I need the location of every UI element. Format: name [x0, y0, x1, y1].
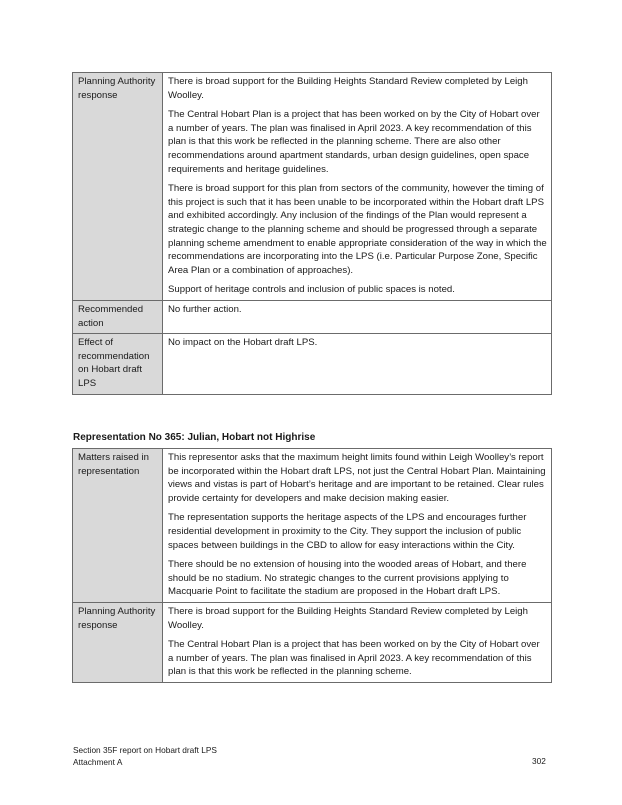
- paragraph: There is broad support for this plan from sectors of the community, however the timing of this project is such that it has been unable to be incorporated within the Hobart draft LPS and exhibited accordingly. Any inclusion of the findings of the Plan would represent a strategic change to the planning scheme and should be progressed through a separate planning scheme amendment to enable appropriate consideration of the way in which the recommendations are incorporating into the LPS (i.e. Particular Purpose Zone, Specific Area Plan or a combination of approaches).: [168, 183, 547, 276]
- row-label: Effect of recommendation on Hobart draft LPS: [73, 334, 163, 395]
- table-row: [73, 300, 552, 333]
- paragraph: This representor asks that the maximum height limits found within Leigh Woolley’s report be incorporated within the Hobart draft LPS, not just the Central Hobart Plan. Maintaining views and vistas is part of Hobart’s heritage and are important to be retained. Clear rules provide certainty for developers and make decision making easier.: [168, 452, 546, 504]
- table-row: [73, 449, 552, 603]
- paragraph: There is broad support for the Building Heights Standard Review completed by Leigh Woolley.: [168, 605, 528, 631]
- row-label: Recommended action: [73, 300, 163, 333]
- table-row: [73, 73, 552, 301]
- paragraph: No further action.: [168, 303, 242, 315]
- paragraph: No impact on the Hobart draft LPS.: [168, 337, 318, 349]
- row-label: Planning Authority response: [73, 602, 163, 682]
- row-content: [163, 449, 552, 603]
- footer-report-title: Section 35F report on Hobart draft LPS: [73, 745, 217, 755]
- footer-attachment: Attachment A: [73, 756, 123, 767]
- paragraph: The Central Hobart Plan is a project that has been worked on by the City of Hobart over a number of years. The plan was finalised in April 2023. A key recommendation of this plan is that this work be reflected in the planning scheme.: [168, 639, 540, 678]
- representation-table: [72, 448, 552, 683]
- paragraph: There is broad support for the Building Heights Standard Review completed by Leigh Woolley.: [168, 76, 528, 101]
- representation-heading: Representation No 365: Julian, Hobart not Highrise: [73, 432, 316, 443]
- paragraph: The Central Hobart Plan is a project that has been worked on by the City of Hobart over a number of years. The plan was finalised in April 2023. A key recommendation of this plan is that this work be reflected in the planning scheme. There are also other recommendations around apartment standards, urban design guidelines, open space requirements and heritage guidelines.: [168, 109, 540, 175]
- paragraph: There should be no extension of housing into the wooded areas of Hobart, and there should be no stadium. No strategic changes to the current provisions applying to Macquarie Point to facilitate the stadium are proposed in the Hobart draft LPS.: [168, 559, 527, 598]
- row-content: [163, 300, 552, 333]
- row-content: [163, 73, 552, 301]
- table-row: [73, 602, 552, 682]
- page-footer: [73, 745, 217, 768]
- row-label: Matters raised in representation: [73, 449, 163, 603]
- representation-table-continued: [72, 72, 552, 395]
- row-content: [163, 334, 552, 395]
- page-number: 302: [532, 756, 546, 766]
- row-content: [163, 602, 552, 682]
- paragraph: The representation supports the heritage aspects of the LPS and encourages further residential development in proximity to the City. They support the inclusion of public spaces between buildings in the CBD to allow for easy interactions within the City.: [168, 512, 527, 551]
- table-row: [73, 334, 552, 395]
- row-label: Planning Authority response: [73, 73, 163, 301]
- paragraph: Support of heritage controls and inclusion of public spaces is noted.: [168, 284, 455, 296]
